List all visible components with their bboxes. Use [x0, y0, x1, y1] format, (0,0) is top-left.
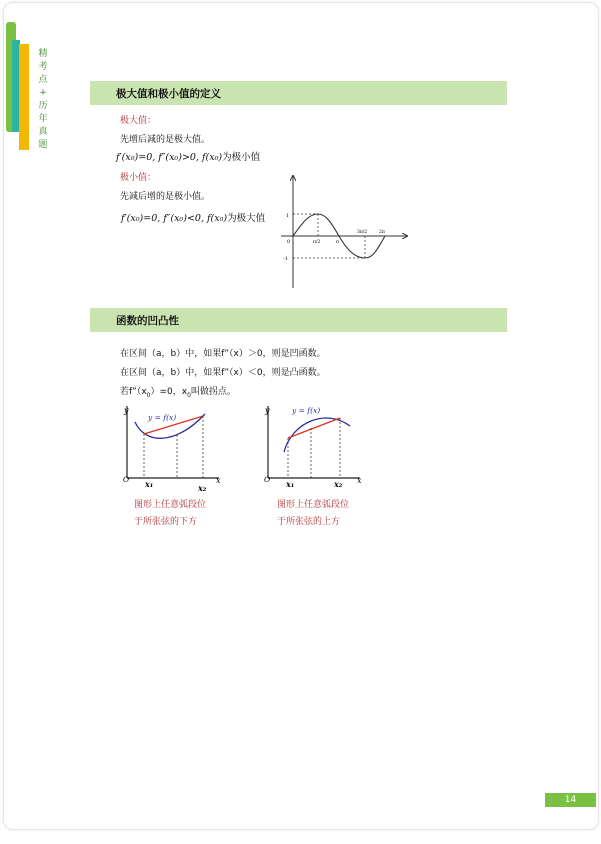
x1-label: x₁: [286, 479, 295, 489]
min-formula-math: f′(x₀)=0, f″(x₀)<0, f(x₀): [121, 213, 228, 224]
inflection-text-1: 若f”（x: [120, 387, 147, 397]
max-heading: 极大值：: [120, 116, 157, 126]
side-title-char: 考: [38, 62, 48, 72]
convex-rule: 在区间（a，b）中，如果f”（x）＜0，则是凸函数。: [120, 368, 326, 378]
side-title-char: 历: [38, 101, 48, 111]
x-tick-pi: π: [336, 240, 339, 245]
section-title: 函数的凹凸性: [116, 315, 179, 327]
inflection-rule: [120, 384, 236, 399]
y-tick-neg1: -1: [283, 256, 288, 262]
side-title-char: 年: [38, 114, 48, 124]
origin-label: O: [123, 475, 130, 484]
max-formula-math: f′(x₀)=0, f″(x₀)>0, f(x₀): [116, 152, 223, 163]
inflection-sub-2: 0: [187, 391, 191, 399]
side-title-char: 题: [38, 140, 48, 150]
y-tick-1: 1: [286, 213, 290, 219]
sine-graph: [277, 170, 417, 290]
side-title: [37, 48, 49, 152]
origin-label: 0: [287, 239, 291, 245]
inflection-sub-1: 0: [146, 391, 151, 399]
max-text: 先增后减的是极大值。: [120, 135, 211, 145]
chord: [288, 418, 340, 438]
min-formula-text: 为极大值: [227, 213, 266, 224]
x1-label: x₁: [145, 479, 154, 489]
curve-label: y = f(x): [148, 413, 177, 422]
x2-label: x₂: [334, 479, 343, 489]
section-header-convexity: [90, 308, 507, 332]
max-formula-text: 为极小值: [222, 152, 261, 163]
min-heading: 极小值：: [120, 173, 157, 183]
max-formula: [116, 149, 260, 163]
side-title-char: +: [39, 88, 47, 98]
side-title-char: 点: [38, 75, 48, 85]
x-label: x: [216, 476, 221, 485]
min-text: 先减后增的是极小值。: [120, 192, 211, 202]
section-title: 极大值和极小值的定义: [116, 88, 221, 100]
y-label: y: [265, 406, 270, 415]
y-label: y: [124, 406, 129, 415]
side-title-char: 真: [38, 127, 48, 137]
page-number: 14: [545, 793, 596, 807]
x-tick-pi2: π/2: [313, 240, 321, 245]
inflection-text-3: 叫做拐点。: [190, 387, 236, 397]
x2-label: x₂: [198, 483, 207, 493]
curve-label: y = f(x): [292, 406, 321, 415]
concave-figure: [115, 402, 230, 494]
concave-rule: 在区间（a，b）中，如果f”（x）＞0，则是凹函数。: [120, 349, 326, 359]
origin-label: O: [264, 475, 271, 484]
decorative-yellow-strip: [19, 44, 29, 150]
section-header-extrema: [90, 81, 507, 105]
x-label: x: [357, 476, 362, 485]
inflection-text-2: ）=0，x: [150, 387, 188, 397]
left-caption-line2: 于所张弦的下方: [134, 517, 198, 527]
right-caption-line2: 于所张弦的上方: [277, 517, 341, 527]
convex-figure: [256, 402, 371, 494]
min-formula: [121, 210, 265, 224]
x-tick-3pi2: 3π/2: [357, 230, 368, 235]
left-caption-line1: 图形上任意弧段位: [134, 500, 207, 510]
right-caption-line1: 图形上任意弧段位: [277, 500, 350, 510]
x-tick-2pi: 2π: [379, 230, 385, 235]
side-title-char: 精: [38, 49, 48, 59]
